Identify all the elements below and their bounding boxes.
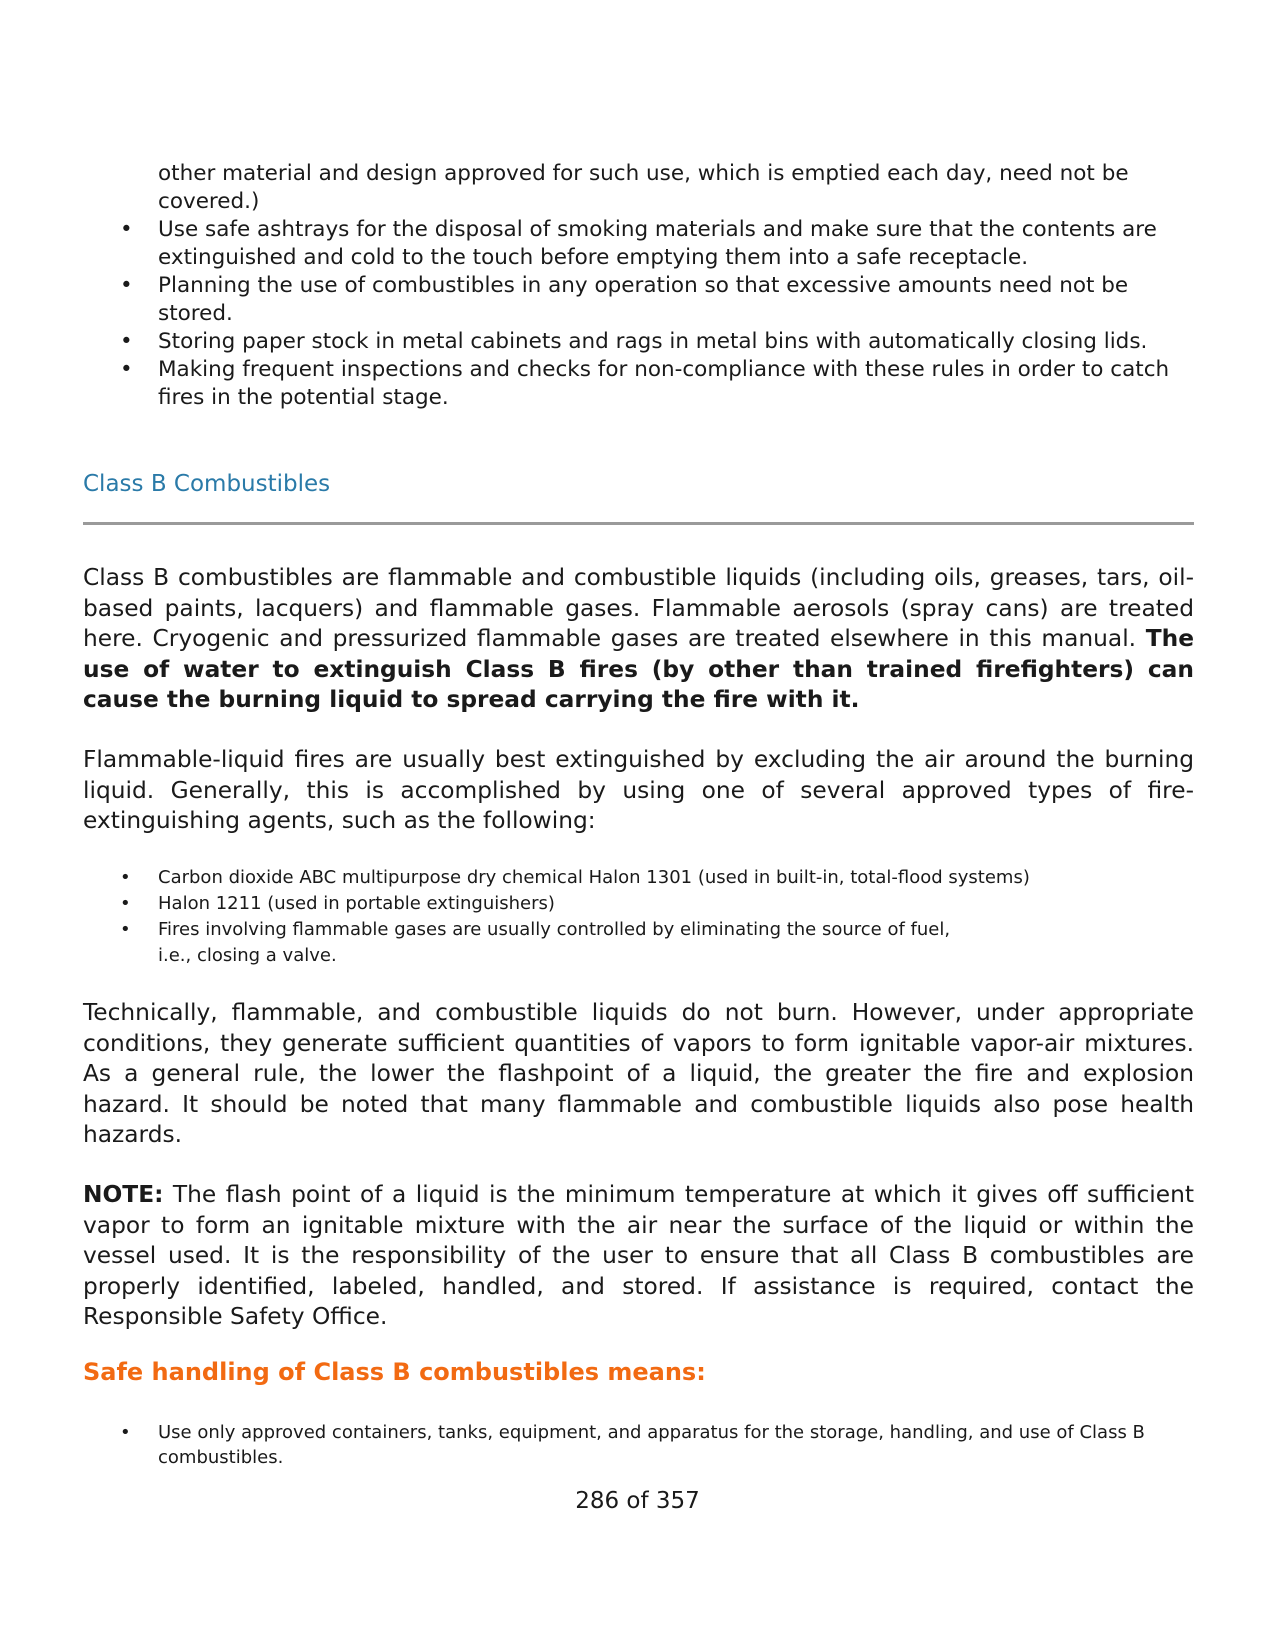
note-text: The flash point of a liquid is the minimum temperature at which it gives off sufficient vapor to form an ignitable mixture with the air near the surface of the liquid or within the vessel used. It is the responsibility of the user to ensure that all Class B combustibles are properly identified, labeled, handled, and stored. If assistance is required, contact the Responsible Safety Office. — [83, 1181, 1194, 1330]
list-item: • Use only approved containers, tanks, equipment, and apparatus for the storage, handling, and use of Class B combustibles. — [83, 1420, 1200, 1470]
list-item: • Fires involving flammable gases are usually controlled by eliminating the source of fuel, — [83, 917, 1200, 943]
list-item: • Storing paper stock in metal cabinets and rags in metal bins with automatically closing lids. — [83, 328, 1200, 356]
intro-paragraph — [83, 563, 1194, 716]
list-item: • Making frequent inspections and checks for non-compliance with these rules in order to catch fires in the potential stage. — [83, 356, 1200, 412]
safety-practices-list — [83, 160, 1200, 412]
extinguishing-paragraph: Flammable-liquid fires are usually best extinguished by excluding the air around the burning liquid. Generally, this is accomplished by using one of several approved types of fire-extinguishing agents, such as the following: — [83, 746, 1194, 834]
note-paragraph — [83, 1180, 1194, 1333]
note-label: NOTE: — [83, 1181, 164, 1208]
list-item: • Use safe ashtrays for the disposal of smoking materials and make sure that the contents are extinguished and cold to the touch before emptying them into a safe receptacle. — [83, 216, 1200, 272]
list-item-continuation: i.e., closing a valve. — [158, 945, 337, 966]
list-item-continuation: other material and design approved for such use, which is emptied each day, need not be covered.) — [158, 161, 1129, 214]
page-number: 286 of 357 — [575, 1488, 700, 1514]
list-item: • Halon 1211 (used in portable extinguishers) — [83, 891, 1200, 917]
safe-handling-list — [83, 1420, 1200, 1470]
safe-handling-heading: Safe handling of Class B combustibles means: — [83, 1358, 706, 1386]
water-warning-text: The use of water to extinguish Class B fires (by other than trained firefighters) can cause the burning liquid to spread carrying the fire with it. — [83, 625, 1194, 713]
flashpoint-paragraph: Technically, flammable, and combustible liquids do not burn. However, under appropriate conditions, they generate sufficient quantities of vapors to form ignitable vapor-air mixtures. As a general rule, the lower the flashpoint of a liquid, the greater the fire and explosion hazard. It should be noted that many flammable and combustible liquids also pose health hazards. — [83, 999, 1194, 1148]
intro-text: Class B combustibles are flammable and combustible liquids (including oils, greases, tars, oil-based paints, lacquers) and flammable gases. Flammable aerosols (spray cans) are treated here. Cryogenic and pressurized flammable gases are treated elsewhere in this manual. — [83, 564, 1194, 652]
section-divider — [83, 522, 1194, 525]
section-heading: Class B Combustibles — [83, 471, 331, 497]
extinguishing-agents-list — [83, 865, 1200, 969]
list-item: • Planning the use of combustibles in any operation so that excessive amounts need not be stored. — [83, 272, 1200, 328]
list-item: • Carbon dioxide ABC multipurpose dry chemical Halon 1301 (used in built-in, total-flood systems) — [83, 865, 1200, 891]
